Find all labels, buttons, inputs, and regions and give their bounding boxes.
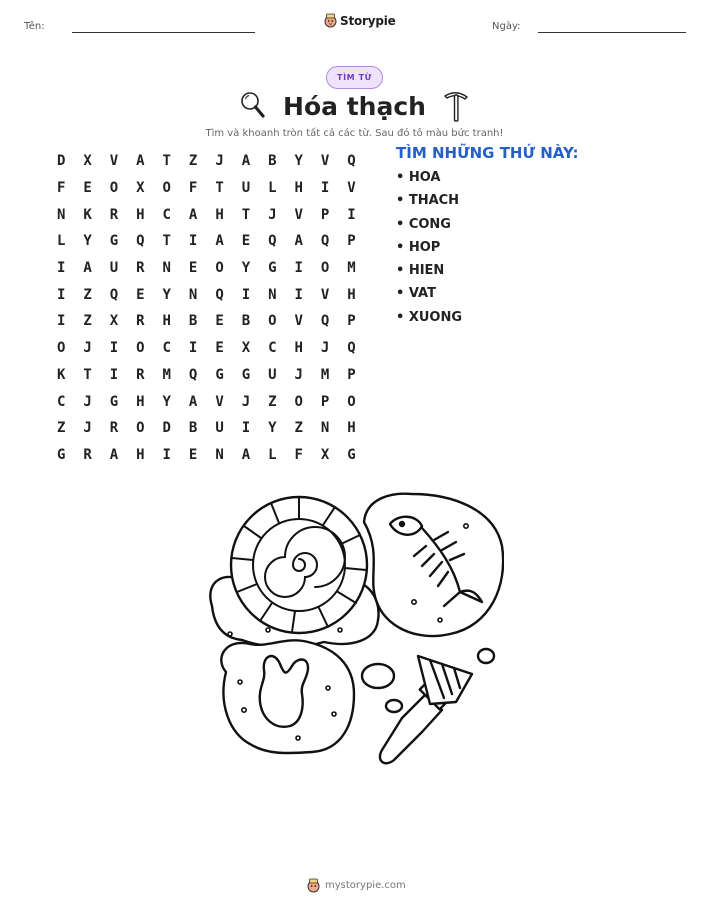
- grid-letter[interactable]: J: [215, 153, 224, 170]
- grid-letter[interactable]: Q: [109, 286, 119, 303]
- grid-letter[interactable]: P: [347, 366, 356, 383]
- grid-letter[interactable]: O: [347, 393, 356, 410]
- pebble: [362, 664, 394, 688]
- grid-letter[interactable]: K: [56, 366, 66, 383]
- grid-letter[interactable]: B: [268, 153, 277, 170]
- grid-letter[interactable]: Q: [268, 233, 277, 250]
- grid-letter[interactable]: I: [109, 366, 119, 383]
- grid-letter[interactable]: B: [188, 313, 198, 330]
- word-item: • HIEN: [396, 263, 445, 279]
- footer-site: mystorypie.com: [325, 880, 406, 891]
- grid-letter[interactable]: A: [241, 153, 251, 170]
- grid-letter[interactable]: X: [241, 340, 251, 357]
- grid-letter[interactable]: Q: [188, 366, 198, 383]
- storypie-logo-icon: [324, 13, 337, 28]
- title-row: [0, 89, 709, 123]
- grid-letter[interactable]: A: [188, 393, 198, 410]
- grid-letter[interactable]: J: [294, 366, 303, 383]
- grid-letter[interactable]: I: [320, 180, 330, 197]
- grid-letter[interactable]: Q: [136, 233, 145, 250]
- grid-letter[interactable]: E: [188, 260, 198, 277]
- grid-letter[interactable]: A: [136, 153, 145, 170]
- grid-letter[interactable]: Z: [56, 420, 66, 437]
- grid-letter[interactable]: H: [136, 446, 145, 463]
- grid-letter[interactable]: K: [83, 206, 92, 223]
- grid-letter[interactable]: M: [320, 366, 330, 383]
- grid-letter[interactable]: D: [162, 420, 171, 437]
- grid-letter[interactable]: Y: [83, 233, 92, 250]
- grid-letter[interactable]: X: [109, 313, 119, 330]
- grid-letter[interactable]: Q: [347, 153, 356, 170]
- grid-letter[interactable]: V: [294, 206, 303, 223]
- grid-letter[interactable]: G: [109, 233, 119, 250]
- grid-letter[interactable]: O: [136, 340, 145, 357]
- grid-letter[interactable]: Y: [294, 153, 303, 170]
- grid-letter[interactable]: B: [241, 313, 251, 330]
- grid-letter[interactable]: R: [109, 206, 119, 223]
- grid-letter[interactable]: H: [136, 206, 145, 223]
- grid-letter[interactable]: F: [294, 446, 303, 463]
- grid-letter[interactable]: A: [294, 233, 303, 250]
- grid-letter[interactable]: D: [56, 153, 66, 170]
- grid-letter[interactable]: I: [109, 340, 119, 357]
- find-heading: TÌM NHỮNG THỨ NÀY:: [396, 144, 579, 162]
- grid-letter[interactable]: R: [136, 260, 145, 277]
- grid-letter[interactable]: Q: [347, 340, 356, 357]
- grid-letter[interactable]: G: [215, 366, 224, 383]
- grid-letter[interactable]: T: [215, 180, 224, 197]
- grid-letter[interactable]: Y: [162, 393, 171, 410]
- grid-letter[interactable]: O: [109, 180, 119, 197]
- grid-letter[interactable]: Y: [268, 420, 277, 437]
- grid-letter[interactable]: Z: [294, 420, 303, 437]
- grid-letter[interactable]: I: [56, 313, 66, 330]
- grid-letter[interactable]: X: [136, 180, 145, 197]
- grid-letter[interactable]: G: [241, 366, 251, 383]
- grid-letter[interactable]: Z: [268, 393, 277, 410]
- pebble: [478, 649, 494, 663]
- fossil-illustration: [204, 488, 504, 773]
- grid-letter[interactable]: E: [215, 313, 224, 330]
- grid-letter[interactable]: O: [56, 340, 66, 357]
- grid-letter[interactable]: H: [162, 313, 171, 330]
- grid-letter[interactable]: U: [268, 366, 277, 383]
- word-item: • CONG: [396, 216, 451, 232]
- grid-letter[interactable]: I: [188, 233, 198, 250]
- grid-letter[interactable]: R: [109, 420, 119, 437]
- grid-letter[interactable]: O: [268, 313, 277, 330]
- grid-letter[interactable]: O: [136, 420, 145, 437]
- grid-letter[interactable]: A: [215, 233, 224, 250]
- grid-letter[interactable]: R: [136, 313, 145, 330]
- grid-letter[interactable]: V: [215, 393, 224, 410]
- grid-letter[interactable]: N: [268, 286, 277, 303]
- grid-letter[interactable]: U: [109, 260, 119, 277]
- name-line: [72, 32, 255, 33]
- grid-letter[interactable]: Y: [162, 286, 171, 303]
- grid-letter[interactable]: J: [268, 206, 277, 223]
- grid-letter[interactable]: T: [241, 206, 251, 223]
- grid-letter[interactable]: J: [83, 340, 92, 357]
- grid-letter[interactable]: H: [294, 340, 303, 357]
- grid-letter[interactable]: B: [188, 420, 198, 437]
- grid-letter[interactable]: I: [56, 286, 66, 303]
- grid-letter[interactable]: V: [320, 286, 330, 303]
- grid-letter[interactable]: H: [347, 420, 356, 437]
- grid-letter[interactable]: G: [109, 393, 119, 410]
- grid-letter[interactable]: E: [241, 233, 251, 250]
- grid-letter[interactable]: R: [136, 366, 145, 383]
- grid-letter[interactable]: O: [162, 180, 171, 197]
- grid-letter[interactable]: C: [268, 340, 277, 357]
- grid-letter[interactable]: N: [320, 420, 330, 437]
- grid-letter[interactable]: A: [83, 260, 92, 277]
- grid-letter[interactable]: H: [215, 206, 224, 223]
- grid-letter[interactable]: O: [320, 260, 330, 277]
- word-list: [396, 170, 462, 333]
- grid-letter[interactable]: N: [215, 446, 224, 463]
- grid-letter[interactable]: P: [347, 313, 356, 330]
- magnifier-icon: [239, 89, 267, 123]
- grid-letter[interactable]: N: [162, 260, 171, 277]
- grid-letter[interactable]: I: [294, 260, 303, 277]
- grid-letter[interactable]: C: [162, 206, 171, 223]
- word-item: • VAT: [396, 286, 436, 302]
- grid-letter[interactable]: Y: [241, 260, 251, 277]
- grid-letter[interactable]: Q: [320, 313, 330, 330]
- grid-letter[interactable]: E: [188, 446, 198, 463]
- grid-letter[interactable]: T: [162, 233, 171, 250]
- grid-letter[interactable]: Z: [188, 153, 198, 170]
- grid-letter[interactable]: O: [215, 260, 224, 277]
- pickaxe-icon: [442, 89, 470, 123]
- grid-letter[interactable]: V: [347, 180, 356, 197]
- grid-letter[interactable]: P: [320, 206, 330, 223]
- grid-letter[interactable]: J: [320, 340, 330, 357]
- grid-letter[interactable]: E: [83, 180, 92, 197]
- grid-letter[interactable]: A: [109, 446, 119, 463]
- word-item: • XUONG: [396, 309, 463, 325]
- name-label: Tên:: [24, 21, 45, 32]
- grid-letter[interactable]: O: [294, 393, 303, 410]
- grid-letter[interactable]: P: [320, 393, 330, 410]
- grid-letter[interactable]: Q: [215, 286, 224, 303]
- brand: [324, 13, 396, 28]
- grid-letter[interactable]: E: [136, 286, 145, 303]
- grid-letter[interactable]: I: [294, 286, 303, 303]
- grid-letter[interactable]: A: [188, 206, 198, 223]
- grid-letter[interactable]: H: [136, 393, 145, 410]
- grid-letter[interactable]: M: [162, 366, 171, 383]
- brand-name: Storypie: [340, 13, 396, 28]
- grid-letter[interactable]: N: [56, 206, 66, 223]
- grid-letter[interactable]: J: [83, 393, 92, 410]
- grid-letter[interactable]: L: [268, 446, 277, 463]
- grid-letter[interactable]: M: [347, 260, 356, 277]
- grid-letter[interactable]: U: [241, 180, 251, 197]
- grid-letter[interactable]: T: [162, 153, 171, 170]
- grid-letter[interactable]: I: [56, 260, 66, 277]
- grid-letter[interactable]: H: [294, 180, 303, 197]
- grid-letter[interactable]: H: [347, 286, 356, 303]
- grid-letter[interactable]: E: [215, 340, 224, 357]
- word-item: • HOA: [396, 170, 441, 185]
- instructions: Tìm và khoanh tròn tất cả các từ. Sau đó tô màu bức tranh!: [205, 128, 504, 139]
- pebble: [386, 700, 402, 712]
- grid-letter[interactable]: V: [294, 313, 303, 330]
- grid-letter[interactable]: Z: [83, 286, 92, 303]
- grid-letter[interactable]: N: [188, 286, 198, 303]
- grid-letter[interactable]: C: [56, 393, 66, 410]
- grid-letter[interactable]: I: [188, 340, 198, 357]
- grid-letter[interactable]: G: [347, 446, 356, 463]
- word-item: • HOP: [396, 239, 441, 255]
- page-title: Hóa thạch: [283, 91, 426, 121]
- grid-letter[interactable]: V: [320, 153, 330, 170]
- date-label: Ngày:: [492, 21, 521, 32]
- grid-letter[interactable]: X: [83, 153, 92, 170]
- grid-letter[interactable]: C: [162, 340, 171, 357]
- grid-letter[interactable]: X: [320, 446, 330, 463]
- grid-letter[interactable]: F: [56, 180, 66, 197]
- grid-letter[interactable]: R: [83, 446, 92, 463]
- grid-letter[interactable]: Q: [320, 233, 330, 250]
- grid-letter[interactable]: G: [56, 446, 66, 463]
- grid-letter[interactable]: U: [215, 420, 224, 437]
- grid-letter[interactable]: L: [268, 180, 277, 197]
- word-item: • THACH: [396, 193, 460, 209]
- grid-letter[interactable]: I: [162, 446, 171, 463]
- grid-letter[interactable]: A: [241, 446, 251, 463]
- footer: [307, 878, 406, 893]
- grid-letter[interactable]: T: [83, 366, 92, 383]
- grid-letter[interactable]: I: [241, 420, 251, 437]
- word-search-grid: [48, 148, 365, 468]
- grid-letter[interactable]: I: [347, 206, 356, 223]
- grid-letter[interactable]: G: [268, 260, 277, 277]
- word-search-badge: TÌM TỪ: [326, 66, 383, 89]
- storypie-logo-icon: [307, 878, 320, 893]
- grid-letter[interactable]: L: [56, 233, 66, 250]
- fish-rock: [364, 494, 503, 636]
- grid-letter[interactable]: V: [109, 153, 119, 170]
- grid-letter[interactable]: J: [241, 393, 251, 410]
- date-line: [538, 32, 686, 33]
- grid-letter[interactable]: P: [347, 233, 356, 250]
- grid-letter[interactable]: I: [241, 286, 251, 303]
- grid-letter[interactable]: Z: [83, 313, 92, 330]
- grid-letter[interactable]: J: [83, 420, 92, 437]
- grid-letter[interactable]: F: [188, 180, 198, 197]
